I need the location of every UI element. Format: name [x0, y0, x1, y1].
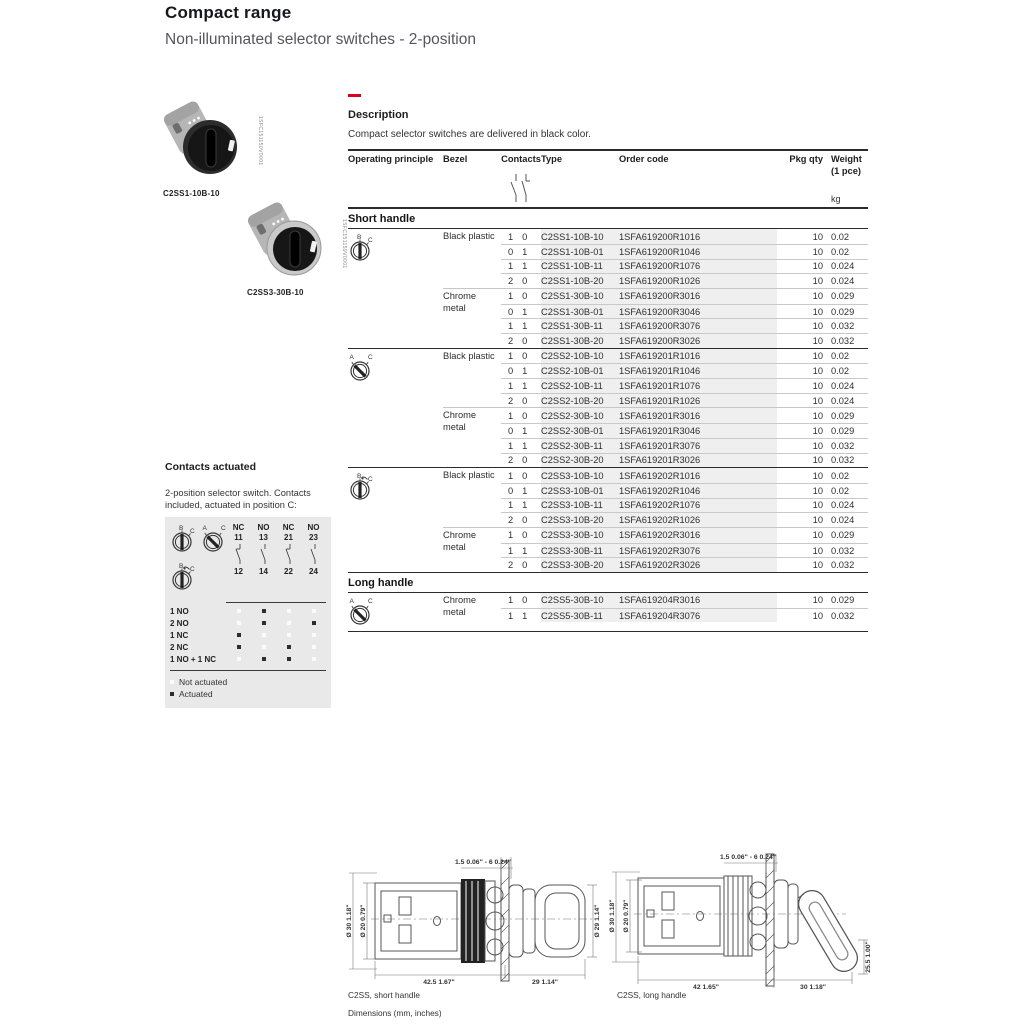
cell-order-code: 1SFA619200R3046: [619, 305, 777, 319]
not-actuated-mark: [237, 657, 241, 661]
actuated-mark: [237, 633, 241, 637]
svg-text:C: C: [368, 598, 373, 606]
table-row: [501, 289, 868, 304]
cell-weight: 0.029: [831, 530, 855, 541]
bezel-label: Chrome metal: [443, 410, 477, 433]
col-order-code: Order code: [619, 154, 669, 164]
table-row: [501, 273, 868, 288]
not-actuated-mark: [312, 657, 316, 661]
cell-type: C2SS3-10B-10: [541, 468, 619, 483]
bezel-label: Black plastic: [443, 231, 495, 242]
cell-contacts: 1 0: [508, 231, 528, 242]
cell-pkg-qty: 10: [812, 246, 823, 257]
cell-type: C2SS2-30B-01: [541, 424, 619, 438]
contacts-actuated-intro: 2-position selector switch. Contacts included, actuated in position C:: [165, 488, 311, 511]
selector-switch-black-image: [163, 98, 247, 182]
actuated-mark: [262, 609, 266, 613]
svg-text:C: C: [190, 528, 195, 536]
cell-type: C2SS1-10B-11: [541, 260, 619, 274]
not-actuated-mark: [312, 633, 316, 637]
product-label: C2SS1-10B-10: [163, 189, 220, 198]
bezel-label: Black plastic: [443, 350, 495, 361]
cell-weight: 0.02: [831, 470, 850, 481]
cell-pkg-qty: 10: [812, 380, 823, 391]
bezel-label: Black plastic: [443, 470, 495, 481]
cell-contacts: 0 1: [508, 306, 528, 317]
nc-contact-icon: [283, 543, 294, 565]
cell-contacts: 1 1: [508, 545, 528, 556]
cell-pkg-qty: 10: [812, 485, 823, 496]
col-weight-unit: kg: [831, 193, 841, 204]
cell-contacts: 1 1: [508, 380, 528, 391]
cell-type: C2SS3-30B-10: [541, 528, 619, 543]
cell-order-code: 1SFA619204R3076: [619, 609, 777, 623]
cell-order-code: 1SFA619201R3026: [619, 454, 777, 468]
not-actuated-mark: [312, 645, 316, 649]
cell-contacts: 2 0: [508, 560, 528, 571]
contact-symbols-icon: [508, 172, 534, 208]
operating-principle-cell: [348, 349, 443, 468]
not-actuated-mark: [237, 621, 241, 625]
cell-weight: 0.02: [831, 351, 850, 362]
cell-order-code: 1SFA619201R1076: [619, 379, 777, 393]
bezel-subgroup: [443, 288, 868, 348]
dimension-drawing-long-handle: [606, 852, 878, 994]
description-heading: Description: [348, 109, 409, 121]
page-title: Compact range: [165, 3, 292, 22]
contacts-actuated-box: [165, 517, 331, 708]
dim-dia-outer: Ø 30 1.18": [346, 904, 353, 938]
cell-contacts: 1 0: [508, 410, 528, 421]
bezel-subgroup: [443, 468, 868, 527]
operating-principle-ac-icon: [201, 523, 228, 553]
matrix-row: 2 NC: [170, 641, 326, 653]
col-contacts: [501, 154, 541, 207]
cell-contacts: 1 0: [508, 470, 528, 481]
cell-type: C2SS3-30B-11: [541, 544, 619, 558]
product-group: [348, 468, 868, 573]
no-contact-icon: [258, 543, 269, 565]
cell-pkg-qty: 10: [812, 610, 823, 621]
cell-weight: 0.029: [831, 291, 855, 302]
table-row: [501, 259, 868, 274]
cell-type: C2SS3-10B-20: [541, 513, 619, 527]
drawing-caption-long: C2SS, long handle: [617, 990, 687, 1000]
table-row: [501, 423, 868, 438]
cell-weight: 0.024: [831, 515, 855, 526]
col-pkg-qty: Pkg qty: [789, 154, 823, 164]
selector-bc-spring-icon: [170, 561, 197, 596]
col-weight: [823, 154, 868, 207]
cell-contacts: 1 1: [508, 321, 528, 332]
bezel-label: Chrome metal: [443, 595, 477, 617]
cell-pkg-qty: 10: [812, 366, 823, 377]
table-row: [501, 453, 868, 468]
actuated-mark: [312, 621, 316, 625]
dim-panel-thickness: 1.5 0.06" - 6 0.24": [720, 854, 776, 861]
cell-order-code: 1SFA619200R1026: [619, 274, 777, 288]
table-row: [501, 593, 868, 608]
dim-panel-thickness: 1.5 0.06" - 6 0.24": [455, 859, 511, 866]
table-header: [348, 151, 868, 209]
product-photo-c2ss3: [247, 201, 347, 297]
table-row: [501, 244, 868, 259]
table-row: [501, 557, 868, 572]
cell-pkg-qty: 10: [812, 306, 823, 317]
cell-pkg-qty: 10: [812, 231, 823, 242]
cell-type: C2SS3-10B-11: [541, 499, 619, 513]
cell-pkg-qty: 10: [812, 395, 823, 406]
product-group: [348, 229, 868, 349]
cell-contacts: 1 0: [508, 595, 528, 606]
operating-principle-ac-icon: [348, 596, 375, 626]
contact-column: NO 23 24: [307, 523, 320, 577]
dim-knob-length: 29 1.14": [532, 979, 558, 986]
operating-principle-icons: [170, 523, 226, 599]
cell-weight: 0.029: [831, 410, 855, 421]
operating-principle-cell: [348, 593, 443, 631]
table-row: [501, 363, 868, 378]
svg-text:C: C: [368, 353, 373, 361]
drawing-caption-short: C2SS, short handle: [348, 990, 420, 1000]
nc-contact-icon: [233, 543, 244, 565]
cell-type: C2SS1-30B-20: [541, 334, 619, 348]
cell-weight: 0.029: [831, 306, 855, 317]
dim-body-length: 42 1.65": [693, 984, 719, 991]
table-row: [501, 318, 868, 333]
cell-weight: 0.029: [831, 426, 855, 436]
product-photo-c2ss1: [163, 98, 263, 198]
cell-order-code: 1SFA619202R1046: [619, 484, 777, 498]
cell-order-code: 1SFA619200R3076: [619, 319, 777, 333]
cell-order-code: 1SFA619202R3016: [619, 528, 777, 543]
cell-pkg-qty: 10: [812, 276, 823, 287]
svg-text:B: B: [357, 234, 362, 242]
contacts-actuated-heading: Contacts actuated: [165, 461, 257, 473]
cell-type: C2SS2-10B-01: [541, 364, 619, 378]
cell-contacts: 1 1: [508, 440, 528, 451]
description-text: Compact selector switches are delivered in black color.: [348, 129, 591, 140]
cell-contacts: 1 0: [508, 351, 528, 362]
red-accent-dash: [348, 94, 361, 97]
cell-contacts: 0 1: [508, 485, 528, 496]
cell-weight: 0.024: [831, 276, 855, 287]
dim-dia-knob: Ø 29 1.14": [594, 904, 601, 938]
cell-contacts: 1 1: [508, 500, 528, 511]
cell-order-code: 1SFA619201R1046: [619, 364, 777, 378]
catalog-body: [348, 209, 868, 632]
cell-type: C2SS1-30B-01: [541, 305, 619, 319]
cell-weight: 0.02: [831, 366, 850, 377]
table-row: [501, 438, 868, 453]
svg-text:A: A: [202, 525, 207, 533]
image-ref-code: 1SFC151150V0001: [257, 116, 263, 166]
svg-text:C: C: [190, 566, 195, 574]
cell-type: C2SS2-10B-10: [541, 349, 619, 364]
cell-type: C2SS2-10B-11: [541, 379, 619, 393]
matrix-row: 1 NC: [170, 629, 326, 641]
cell-order-code: 1SFA619200R3026: [619, 334, 777, 348]
table-row: [501, 304, 868, 319]
product-label: C2SS3-30B-10: [247, 288, 304, 297]
cell-pkg-qty: 10: [812, 335, 823, 346]
cell-contacts: 1 1: [508, 610, 528, 621]
not-actuated-mark: [287, 609, 291, 613]
svg-text:A: A: [349, 353, 354, 361]
bezel-subgroup: [443, 527, 868, 572]
svg-text:C: C: [368, 237, 373, 245]
cell-order-code: 1SFA619200R1016: [619, 229, 777, 244]
table-row: [501, 608, 868, 623]
cell-weight: 0.032: [831, 560, 855, 571]
cell-type: C2SS1-10B-01: [541, 245, 619, 259]
bezel-subgroup: [443, 407, 868, 467]
selector-ac-icon: [201, 523, 228, 558]
bezel-subgroup: [443, 593, 868, 622]
selector-switch-chrome-image: [247, 201, 331, 281]
operating-principle-cell: [348, 468, 443, 572]
cell-order-code: 1SFA619201R1026: [619, 394, 777, 408]
cell-order-code: 1SFA619202R3026: [619, 558, 777, 572]
cell-weight: 0.024: [831, 395, 855, 406]
cell-order-code: 1SFA619201R3076: [619, 439, 777, 453]
not-actuated-mark: [312, 609, 316, 613]
dim-body-length: 42.5 1.67": [423, 979, 455, 986]
cell-pkg-qty: 10: [812, 595, 823, 606]
table-row: [501, 393, 868, 408]
cell-weight: 0.029: [831, 595, 855, 606]
legend-item: Not actuated: [170, 676, 326, 688]
table-row: [501, 512, 868, 527]
cell-order-code: 1SFA619202R3076: [619, 544, 777, 558]
legend-item: Actuated: [170, 688, 326, 700]
cell-type: C2SS1-30B-11: [541, 319, 619, 333]
not-actuated-mark: [262, 645, 266, 649]
cell-type: C2SS2-30B-10: [541, 408, 619, 423]
operating-principle-bc-spring-icon: [348, 471, 375, 501]
bezel-subgroup: [443, 229, 868, 288]
page-subtitle: Non-illuminated selector switches - 2-position: [165, 31, 476, 48]
cell-weight: 0.02: [831, 485, 850, 496]
cell-weight: 0.032: [831, 321, 855, 332]
cell-type: C2SS2-30B-20: [541, 454, 619, 468]
cell-pkg-qty: 10: [812, 351, 823, 362]
cell-pkg-qty: 10: [812, 410, 823, 421]
cell-pkg-qty: 10: [812, 261, 823, 272]
cell-contacts: 2 0: [508, 515, 528, 526]
table-row: [501, 408, 868, 423]
cell-type: C2SS2-10B-20: [541, 394, 619, 408]
actuated-mark: [262, 621, 266, 625]
contact-column: NC 11 12: [232, 523, 245, 577]
cell-type: C2SS2-30B-11: [541, 439, 619, 453]
table-row: [501, 543, 868, 558]
table-row: [501, 378, 868, 393]
cell-contacts: 1 1: [508, 261, 528, 272]
cell-contacts: 2 0: [508, 335, 528, 346]
col-contacts-label: Contacts: [501, 154, 541, 164]
actuated-mark: [287, 645, 291, 649]
cell-contacts: 2 0: [508, 276, 528, 287]
cell-contacts: 2 0: [508, 395, 528, 406]
svg-text:C: C: [221, 525, 226, 533]
table-row: [501, 468, 868, 483]
cell-type: C2SS3-30B-20: [541, 558, 619, 572]
table-row: [501, 528, 868, 543]
svg-text:B: B: [357, 473, 362, 481]
cell-order-code: 1SFA619204R3016: [619, 593, 777, 608]
cell-type: C2SS1-10B-20: [541, 274, 619, 288]
cell-order-code: 1SFA619201R1016: [619, 349, 777, 364]
not-actuated-mark: [262, 633, 266, 637]
cell-order-code: 1SFA619202R1026: [619, 513, 777, 527]
cell-contacts: 0 1: [508, 426, 528, 436]
cell-order-code: 1SFA619200R1076: [619, 260, 777, 274]
cell-pkg-qty: 10: [812, 545, 823, 556]
actuated-mark: [237, 645, 241, 649]
contact-column: NO 13 14: [257, 523, 270, 577]
cell-weight: 0.032: [831, 455, 855, 466]
cell-weight: 0.02: [831, 231, 850, 242]
contact-column: NC 21 22: [282, 523, 295, 577]
cell-pkg-qty: 10: [812, 440, 823, 451]
operating-principle-bc-icon: [348, 232, 375, 262]
cell-contacts: 1 0: [508, 291, 528, 302]
not-actuated-mark: [287, 633, 291, 637]
bezel-label: Chrome metal: [443, 529, 477, 552]
svg-text:B: B: [179, 525, 184, 533]
not-actuated-mark: [287, 621, 291, 625]
contacts-actuated-panel: [165, 461, 331, 708]
dim-dia-inner: Ø 20 0.79": [360, 904, 367, 938]
col-type: Type: [541, 154, 563, 164]
table-row: [501, 349, 868, 364]
image-ref-code: 1SFC151159V0001: [341, 219, 347, 269]
cell-type: C2SS1-30B-10: [541, 289, 619, 304]
cell-weight: 0.02: [831, 246, 850, 257]
product-group: [348, 593, 868, 632]
cell-pkg-qty: 10: [812, 321, 823, 332]
col-bezel: Bezel: [443, 154, 468, 164]
cell-weight: 0.024: [831, 261, 855, 272]
table-row: [501, 483, 868, 498]
cell-contacts: 1 0: [508, 530, 528, 541]
matrix-row: 1 NO: [170, 605, 326, 617]
cell-order-code: 1SFA619202R1016: [619, 468, 777, 483]
cell-pkg-qty: 10: [812, 455, 823, 466]
cell-pkg-qty: 10: [812, 426, 823, 436]
cell-weight: 0.032: [831, 610, 855, 621]
operating-principle-bc-spring-icon: [170, 561, 197, 591]
cell-weight: 0.032: [831, 440, 855, 451]
dim-dia-outer: Ø 30 1.18": [609, 899, 616, 933]
cell-pkg-qty: 10: [812, 470, 823, 481]
cell-type: C2SS1-10B-10: [541, 229, 619, 244]
dim-handle-height: 25.5 1.00": [865, 941, 872, 973]
no-contact-icon: [308, 543, 319, 565]
cell-pkg-qty: 10: [812, 500, 823, 511]
operating-principle-ac-icon: [348, 352, 375, 382]
operating-principle-cell: [348, 229, 443, 348]
cell-order-code: 1SFA619201R3046: [619, 424, 777, 438]
cell-contacts: 0 1: [508, 366, 528, 377]
section-title: Short handle: [348, 209, 868, 229]
table-row: [501, 229, 868, 244]
bezel-subgroup: [443, 349, 868, 408]
contacts-matrix: [170, 605, 326, 665]
col-operating-principle: Operating principle: [348, 154, 434, 164]
table-row: [501, 333, 868, 348]
cell-type: C2SS5-30B-10: [541, 593, 619, 608]
table-row: [501, 498, 868, 513]
legend: [170, 670, 326, 700]
cell-weight: 0.032: [831, 335, 855, 346]
cell-pkg-qty: 10: [812, 530, 823, 541]
main-content: [348, 94, 868, 632]
cell-order-code: 1SFA619200R1046: [619, 245, 777, 259]
cell-type: C2SS3-10B-01: [541, 484, 619, 498]
product-group: [348, 349, 868, 469]
col-weight-label: Weight (1 pce): [831, 154, 862, 176]
selector-bc-icon: [170, 523, 197, 558]
cell-weight: 0.032: [831, 545, 855, 556]
actuated-mark: [287, 657, 291, 661]
cell-pkg-qty: 10: [812, 515, 823, 526]
cell-order-code: 1SFA619200R3016: [619, 289, 777, 304]
matrix-row: 2 NO: [170, 617, 326, 629]
cell-contacts: 2 0: [508, 455, 528, 466]
cell-weight: 0.024: [831, 500, 855, 511]
dim-dia-inner: Ø 20 0.79": [623, 899, 630, 933]
cell-contacts: 0 1: [508, 246, 528, 257]
section-title: Long handle: [348, 573, 868, 593]
cell-weight: 0.024: [831, 380, 855, 391]
page-header: [165, 3, 476, 49]
svg-text:B: B: [179, 563, 184, 571]
dimensions-note: Dimensions (mm, inches): [348, 1008, 442, 1018]
svg-text:A: A: [349, 598, 354, 606]
bezel-label: Chrome metal: [443, 290, 477, 313]
cell-pkg-qty: 10: [812, 560, 823, 571]
actuated-mark: [262, 657, 266, 661]
dimension-drawing-short-handle: [343, 855, 601, 987]
not-actuated-mark: [237, 609, 241, 613]
cell-type: C2SS5-30B-11: [541, 609, 619, 623]
cell-order-code: 1SFA619201R3016: [619, 408, 777, 423]
dim-handle-length: 30 1.18": [800, 984, 826, 991]
cell-order-code: 1SFA619202R1076: [619, 499, 777, 513]
contact-columns: [226, 523, 326, 599]
operating-principle-bc-icon: [170, 523, 197, 553]
matrix-row: 1 NO + 1 NC: [170, 653, 326, 665]
cell-pkg-qty: 10: [812, 291, 823, 302]
matrix-divider: [226, 602, 326, 603]
catalog-table: [348, 149, 868, 632]
svg-text:C: C: [368, 476, 373, 484]
